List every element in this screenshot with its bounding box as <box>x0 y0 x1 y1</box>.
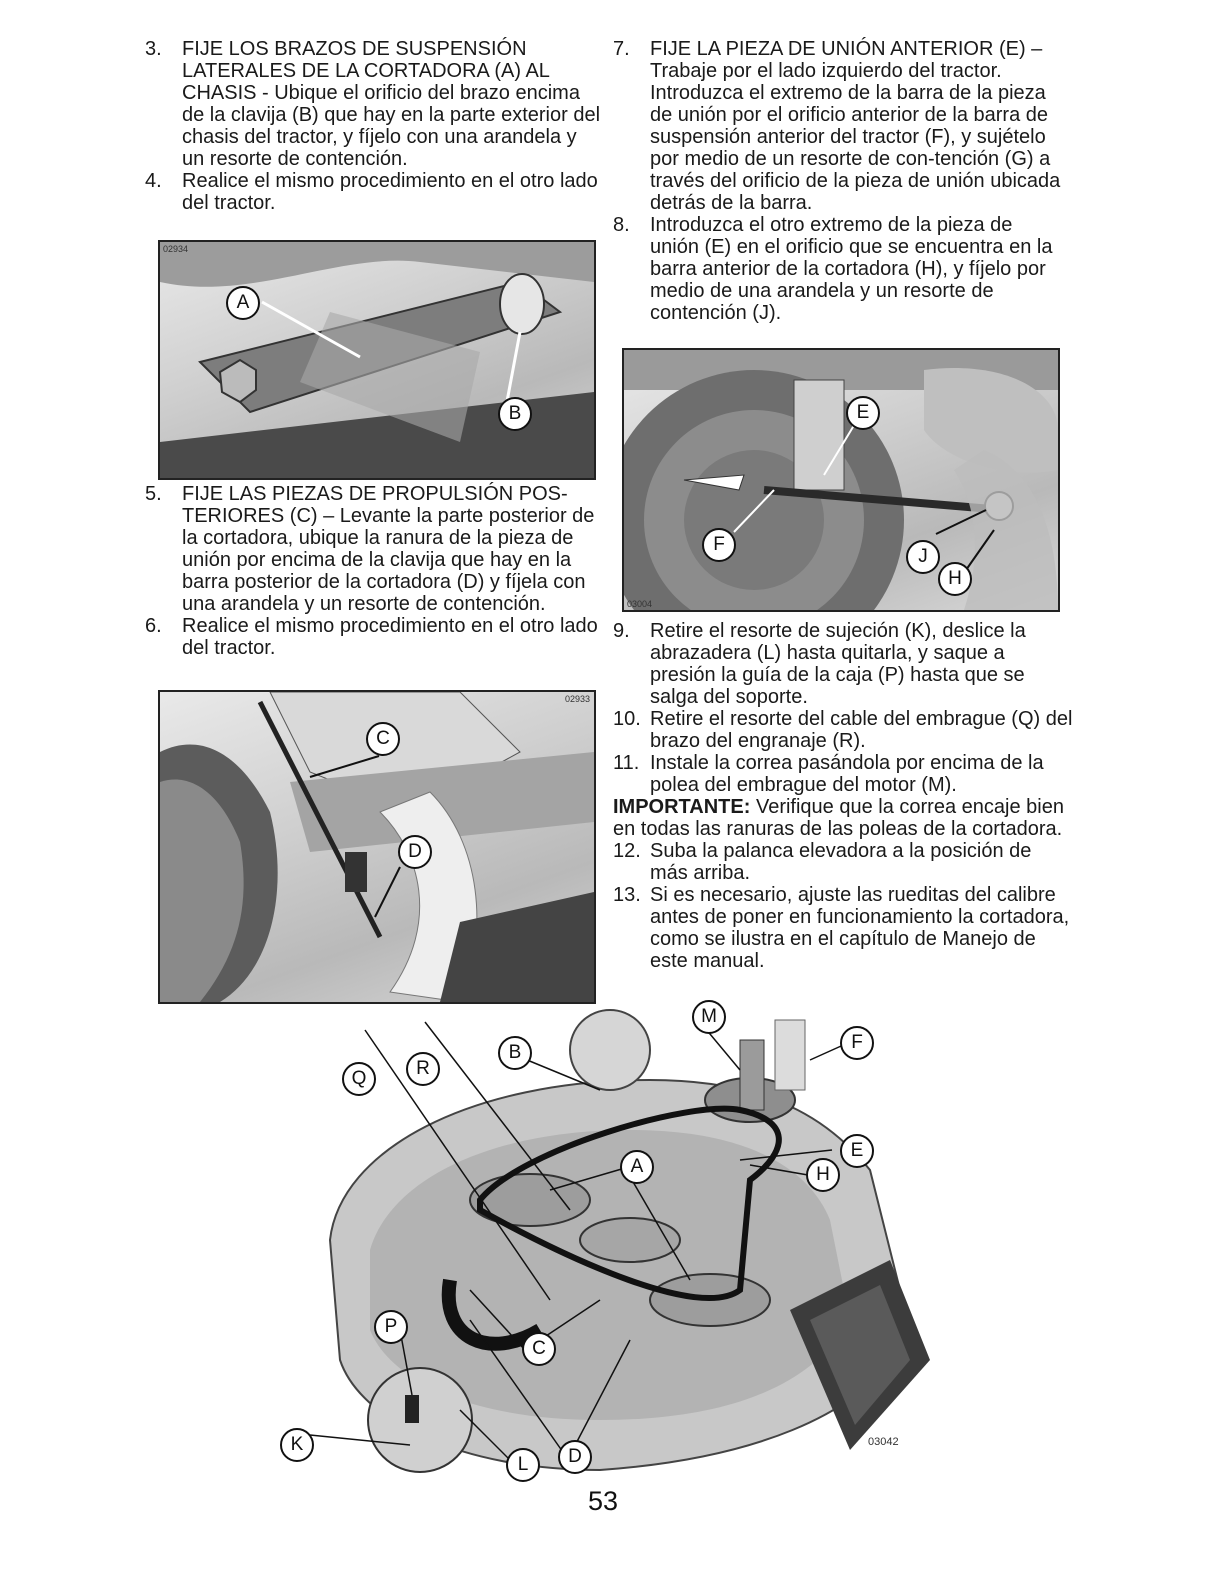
step-6: 6. Realice el mismo procedimiento en el otro lado del tractor. <box>145 615 598 659</box>
step-9: 9. Retire el resorte de sujeción (K), deslice la abrazadera (L) hasta quitarla, y saque a presión la guía de la caja (P) hasta que se salga del soporte. <box>613 620 1026 708</box>
steps-list-3-4 <box>145 38 600 214</box>
right-column <box>613 38 1063 324</box>
callout-a: A <box>226 286 260 320</box>
figure-suspension-arm <box>158 240 596 480</box>
step-3: 3. FIJE LOS BRAZOS DE SUSPENSIÓN LATERALES DE LA CORTADORA (A) AL CHASIS - Ubique el orificio del brazo encima de la clavija (B) que hay en la parte exterior del chasis del tractor, y fíjelo con una arandela y un resorte de contención. <box>145 38 601 170</box>
callout-h: H <box>938 562 972 596</box>
steps-list-12-13 <box>613 840 1073 972</box>
callout-f: F <box>840 1026 874 1060</box>
step-11: 11. Instale la correa pasándola por encima de la polea del embrague del motor (M). <box>613 752 1044 796</box>
callout-h: H <box>806 1158 840 1192</box>
callout-d: D <box>398 835 432 869</box>
steps-list-5-6 <box>145 483 600 659</box>
callout-b: B <box>498 397 532 431</box>
steps-list-7-8 <box>613 38 1063 324</box>
left-column <box>145 38 600 214</box>
figure-front-link <box>622 348 1060 612</box>
left-column-lower <box>145 483 600 659</box>
figure-code: 02934 <box>163 244 189 254</box>
figure-code: 03042 <box>868 1436 899 1448</box>
callout-m: M <box>692 1000 726 1034</box>
figure-mower-deck-belt <box>270 1000 950 1480</box>
steps-list-9-11 <box>613 620 1073 796</box>
callout-c: C <box>366 722 400 756</box>
callout-b: B <box>498 1036 532 1070</box>
step-7: 7. FIJE LA PIEZA DE UNIÓN ANTERIOR (E) – Trabaje por el lado izquierdo del tractor. Introduzca el extremo de la barra de la pieza de unión por el orificio anterior de la barra de suspensión anterior del tractor (F), y sujételo por medio de un resorte de con-tención (G) a través del orificio de la pieza de unión ubicada detrás de la barra. <box>613 38 1061 214</box>
callout-e: E <box>846 396 880 430</box>
callout-f: F <box>702 528 736 562</box>
step-5: 5. FIJE LAS PIEZAS DE PROPULSIÓN POS-TERIORES (C) – Levante la parte posterior de la cortadora, ubique la ranura de la pieza de unión por encima de la clavija que hay en la barra posterior de la cortadora (D) y fíjela con una arandela y un resorte de contención. <box>145 483 595 615</box>
figure-front-link-drawing <box>624 350 1058 610</box>
figure-rear-drive-link <box>158 690 596 1004</box>
important-label: IMPORTANTE: <box>613 796 751 818</box>
step-10: 10. Retire el resorte del cable del embrague (Q) del brazo del engranaje (R). <box>613 708 1073 752</box>
page-number: 53 <box>588 1486 619 1516</box>
right-column-lower <box>613 620 1073 972</box>
callout-r: R <box>406 1052 440 1086</box>
figure-code: 03004 <box>627 599 653 609</box>
callout-j: J <box>906 540 940 574</box>
callout-a: A <box>620 1150 654 1184</box>
callout-p: P <box>374 1310 408 1344</box>
step-13: 13. Si es necesario, ajuste las rueditas del calibre antes de poner en funcionamiento la cortadora, como se ilustra en el capítulo de Manejo de este manual. <box>613 884 1070 972</box>
important-note <box>613 796 1073 840</box>
callout-e: E <box>840 1134 874 1168</box>
callout-q: Q <box>342 1062 376 1096</box>
callout-k: K <box>280 1428 314 1462</box>
step-8: 8. Introduzca el otro extremo de la pieza de unión (E) en el orificio que se encuentra en la barra anterior de la cortadora (H), y fíjelo por medio de una arandela y un resorte de contención (J). <box>613 214 1053 324</box>
important-text: Verifique que la correa encaje bien en todas las ranuras de las poleas de la cortadora. <box>613 796 1064 840</box>
step-4: 4. Realice el mismo procedimiento en el otro lado del tractor. <box>145 170 598 214</box>
figure-code: 02933 <box>564 694 590 704</box>
figure-suspension-arm-drawing <box>160 242 594 478</box>
callout-c: C <box>522 1332 556 1366</box>
callout-d: D <box>558 1440 592 1474</box>
step-12: 12. Suba la palanca elevadora a la posición de más arriba. <box>613 840 1032 884</box>
callout-l: L <box>506 1448 540 1482</box>
